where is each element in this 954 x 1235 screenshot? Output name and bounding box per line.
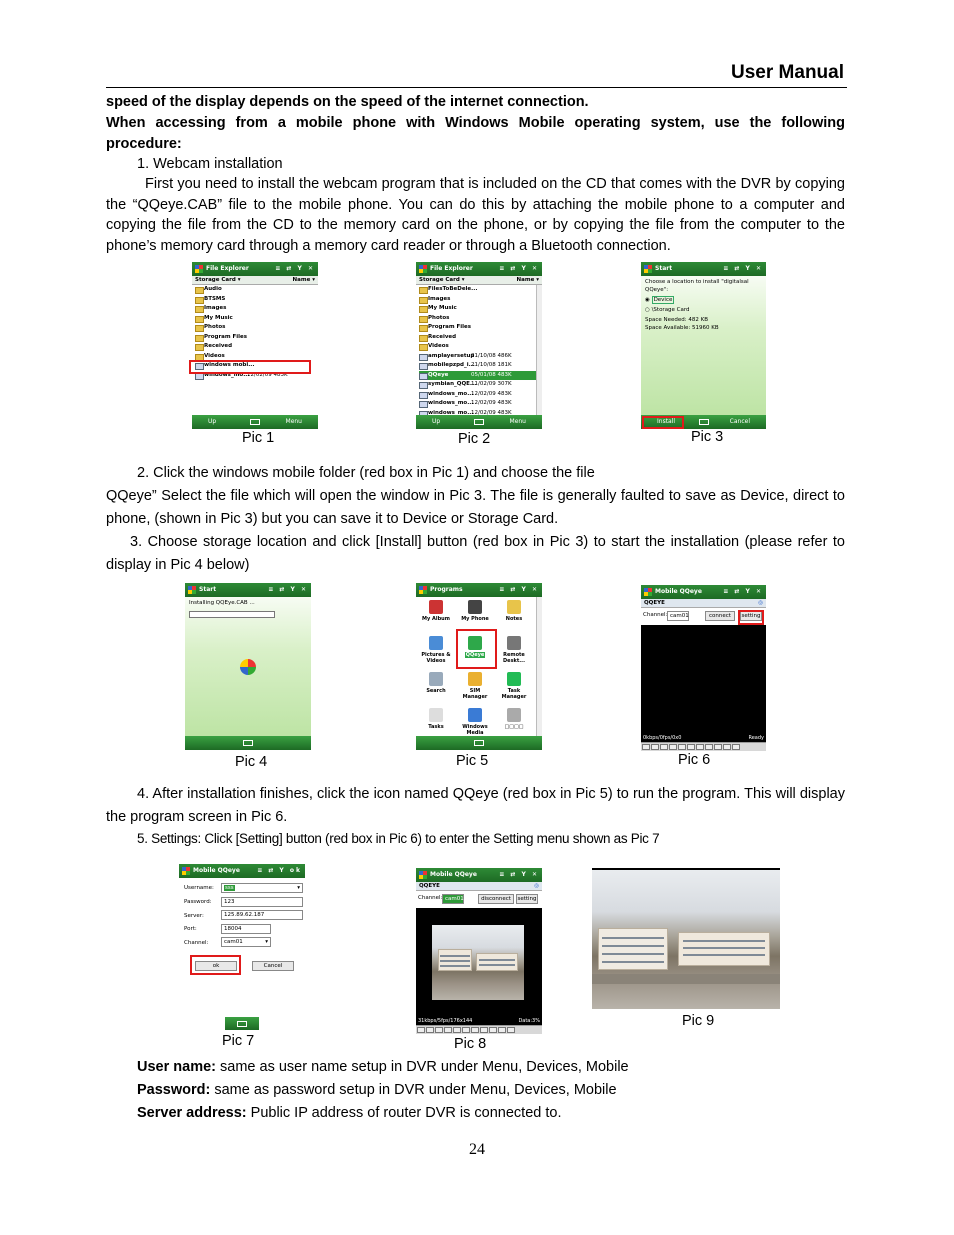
list-item[interactable] <box>419 361 542 371</box>
definition-username-term: User name: <box>137 1059 216 1075</box>
file-name: symbian_QQE... <box>428 381 477 387</box>
step1-title: 1. Webcam installation <box>137 156 283 172</box>
step4-text: 4. After installation finishes, click the icon named QQeye (red box in Pic 5) to run the program. This will display the program screen in Pic 6. <box>106 786 845 825</box>
program-icon <box>507 708 521 722</box>
keyboard-icon <box>474 419 484 425</box>
program-tile[interactable] <box>457 708 493 736</box>
scrollbar <box>536 597 542 736</box>
pic3-space-needed: Space Needed: 482 KB <box>645 317 708 323</box>
step1-text: First you need to install the webcam program that is included on the CD that comes with the DVR by copying the “QQeye.CAB” file to the mobile phone. You can do this by attaching the mobile phone to a computer and copying the file from the CD to the memory card on the phone, or by copying the file from the computer to the phone’s memory card through a memory card reader or through a Bluetooth connection. <box>106 176 845 254</box>
definition-password-text: same as password setup in DVR under Menu, Devices, Mobile <box>210 1082 617 1098</box>
pic7-server-label: Server: <box>184 913 204 919</box>
status-icons: ≡ ⇄ Y ok <box>257 867 302 874</box>
pic2-location: Storage Card <box>419 277 460 283</box>
pic1-caption: Pic 1 <box>242 430 275 446</box>
pic6-setting-button[interactable]: setting <box>741 613 761 619</box>
pic4-caption: Pic 4 <box>235 754 268 770</box>
list-item[interactable] <box>419 399 542 409</box>
pic8-setting-button[interactable]: setting <box>517 896 537 902</box>
scrollbar <box>536 285 542 415</box>
pic2-file-list <box>416 285 542 418</box>
status-icons: ≡ ⇄ Y ✕ <box>499 265 539 272</box>
program-label: Search <box>426 688 446 694</box>
step5-text: 5. Settings: Click [Setting] button (red box in Pic 6) to enter the Setting menu shown as Pic 7 <box>137 831 660 846</box>
pic8-status-right: Data:3% <box>518 1018 540 1024</box>
pic2-title: File Explorer <box>430 265 473 272</box>
pic4-title: Start <box>199 586 217 593</box>
list-item[interactable] <box>195 323 318 333</box>
program-icon <box>468 708 482 722</box>
program-icon <box>429 636 443 650</box>
program-icon <box>429 708 443 722</box>
program-icon <box>507 600 521 614</box>
definition-server-term: Server address: <box>137 1105 247 1121</box>
file-name: windows mobi... <box>204 362 255 368</box>
pic7-caption: Pic 7 <box>222 1033 255 1049</box>
list-item[interactable] <box>195 333 318 343</box>
windows-flag-icon <box>644 588 652 596</box>
program-label: Tasks <box>428 724 444 730</box>
pic8-caption: Pic 8 <box>454 1036 487 1052</box>
pic7-title: Mobile QQeye <box>193 867 240 874</box>
pic9-caption: Pic 9 <box>682 1013 715 1029</box>
pic6-subtitle: QQEYE <box>644 600 665 606</box>
program-label: Windows Media <box>462 724 488 736</box>
pic8-screenshot <box>416 868 542 1034</box>
keyboard-icon <box>699 419 709 425</box>
status-icons: ≡ ⇄ Y ✕ <box>275 265 315 272</box>
list-item[interactable] <box>195 304 318 314</box>
pic3-red-box <box>642 416 684 429</box>
pic3-cancel-button[interactable]: Cancel <box>729 418 750 425</box>
program-label: SIM Manager <box>462 688 488 700</box>
status-icons: ≡ ⇄ Y ✕ <box>268 586 308 593</box>
program-tile[interactable] <box>418 636 454 664</box>
windows-flag-icon <box>419 586 427 594</box>
pic7-port-field[interactable]: 18004 <box>221 924 271 934</box>
program-label: Notes <box>505 616 523 622</box>
pic6-title: Mobile QQeye <box>655 588 702 595</box>
program-tile[interactable] <box>496 600 532 622</box>
pic6-toolbar[interactable] <box>641 742 766 751</box>
pic3-prompt: Choose a location to install "digitalsal QQeye": <box>645 279 749 293</box>
pic1-soft-right: Menu <box>285 418 302 425</box>
pic5-title: Programs <box>430 586 463 593</box>
program-tile[interactable] <box>418 708 454 730</box>
pic7-port-label: Port: <box>184 926 197 932</box>
pic7-username-field[interactable]: sss ▾ <box>221 883 303 893</box>
pic8-channel-label: Channel: <box>418 895 443 901</box>
file-name: Program Files <box>204 333 248 340</box>
program-icon <box>429 672 443 686</box>
program-label: □□□□ <box>504 724 524 730</box>
status-icons: ≡ ⇄ Y ✕ <box>723 265 763 272</box>
list-item[interactable]: Photos <box>419 314 542 324</box>
status-icons: ≡ ⇄ Y ✕ <box>723 588 763 595</box>
pic3-caption: Pic 3 <box>691 429 724 445</box>
pic4-screenshot <box>185 583 311 750</box>
pic1-red-box <box>189 360 311 374</box>
pic7-red-box <box>190 955 241 975</box>
pic4-progress-bar <box>189 611 275 618</box>
program-label: Pictures & Videos <box>421 652 451 664</box>
pic3-option-storage[interactable]: ○ \Storage Card <box>645 306 690 313</box>
program-tile[interactable] <box>496 708 532 730</box>
status-icons: ≡ ⇄ Y ✕ <box>499 586 539 593</box>
step2-line-a: 2. Click the windows mobile folder (red box in Pic 1) and choose the file <box>137 465 595 481</box>
pic1-sort: Name <box>292 277 311 283</box>
keyboard-icon <box>243 740 253 746</box>
definition-password-term: Password: <box>137 1082 211 1098</box>
file-meta: 11/02/09 307K <box>471 381 512 387</box>
list-item[interactable]: FilesToBeDele... <box>419 285 542 295</box>
list-item[interactable] <box>195 295 318 305</box>
pic7-password-label: Password: <box>184 899 212 905</box>
file-name: mobilepzpd_i... <box>428 362 475 368</box>
keyboard-icon <box>237 1021 247 1027</box>
program-label: QQeye <box>465 652 485 658</box>
keyboard-icon <box>474 740 484 746</box>
pic6-caption: Pic 6 <box>678 752 711 768</box>
program-icon <box>468 600 482 614</box>
windows-flag-icon <box>182 867 190 875</box>
pic5-red-box <box>456 629 497 669</box>
program-label: My Album <box>422 616 450 622</box>
pic3-space-available: Space Available: 51960 KB <box>645 324 719 331</box>
help-icon[interactable]: ◎ <box>534 883 539 889</box>
pic7-channel-value: cam01 <box>224 939 243 945</box>
list-item[interactable] <box>419 352 542 362</box>
pic2-screenshot: File Explorer ≡ ⇄ Y ✕ Storage Card ▾ Name ▾ FilesToBeDele... Images My Music Photos Program Files Received Videos amplayersetup 21/10/08 486K mobilepzpd_i... 21/10/08 181K QQeye 05/01/08 483K symbian_QQE... 11/02/09 307K windows_mo... 12/02/09 483K windows_mo... 12/02/09 483K windows_mo... 12/02/09 483K Up Menu <box>416 262 542 429</box>
file-name: Received <box>204 343 233 349</box>
step3-text: 3. Choose storage location and click [Install] button (red box in Pic 3) to start the installation (please refer to display in Pic 4 below) <box>106 534 845 573</box>
pic7-server-field[interactable]: 125.89.62.187 <box>221 910 303 920</box>
list-item[interactable]: Images <box>419 295 542 305</box>
file-name: Audio <box>204 286 222 292</box>
file-meta: 12/02/09 483K <box>471 409 512 416</box>
pic8-status-left: 31kbps/5fps/176x144 <box>418 1018 473 1024</box>
pic8-disconnect-button[interactable]: disconnect <box>478 894 514 904</box>
definition-password <box>137 1080 617 1100</box>
file-meta: 12/02/09 483K <box>247 371 288 378</box>
file-name: windows_mo... <box>428 390 474 397</box>
list-item[interactable] <box>419 380 542 390</box>
file-name: amplayersetup <box>428 352 475 359</box>
pic7-channel-select[interactable]: cam01 ▾ <box>221 937 271 947</box>
pic8-title: Mobile QQeye <box>430 871 477 878</box>
pic9-camera-photo <box>592 868 780 1009</box>
program-icon <box>507 636 521 650</box>
intro-line1: speed of the display depends on the speed of the internet connection. <box>106 94 589 110</box>
help-icon[interactable]: ◎ <box>758 600 763 606</box>
pic1-location: Storage Card <box>195 277 236 283</box>
file-name: QQeye <box>428 371 449 378</box>
pic6-status-left: 0kbps/0fps/0x0 <box>643 735 682 741</box>
windows-flag-icon <box>188 586 196 594</box>
list-item[interactable] <box>195 314 318 324</box>
file-meta: 12/02/09 483K <box>471 400 512 406</box>
list-item[interactable]: Videos <box>419 342 542 352</box>
windows-flag-icon <box>195 265 203 273</box>
program-icon <box>429 600 443 614</box>
pic7-username-value: sss <box>225 885 234 891</box>
pic1-soft-left: Up <box>208 418 217 425</box>
pic2-soft-left: Up <box>432 418 441 425</box>
file-meta: 05/01/08 483K <box>471 371 512 378</box>
file-name: BTSMS <box>204 295 226 302</box>
program-icon <box>468 672 482 686</box>
pic6-connect-button[interactable]: connect <box>705 611 735 621</box>
windows-flag-icon <box>419 871 427 879</box>
file-name: windows_mo... <box>204 371 250 378</box>
list-item[interactable]: Program Files <box>419 323 542 333</box>
step2-line-b: QQeye” Select the file which will open the window in Pic 3. The file is generally faulted to save as Device, direct to phone, (shown in Pic 3) but you can save it to Device or Storage Card. <box>106 488 845 527</box>
file-name: Photos <box>204 324 226 330</box>
program-tile[interactable] <box>418 672 454 694</box>
list-item[interactable] <box>195 342 318 352</box>
pic3-option-device[interactable]: ◉ Device <box>645 297 673 303</box>
pic3-opt2-label: \Storage Card <box>651 306 690 313</box>
program-tile[interactable] <box>496 636 532 664</box>
definition-username-text: same as user name setup in DVR under Menu, Devices, Mobile <box>215 1059 629 1075</box>
pic7-cancel-button[interactable]: Cancel <box>252 961 294 971</box>
list-item[interactable] <box>195 285 318 295</box>
program-icon <box>507 672 521 686</box>
pic7-ok-button[interactable]: ok <box>195 961 237 971</box>
file-name: Images <box>204 305 227 311</box>
pic3-install-button[interactable]: Install <box>657 418 676 425</box>
file-name: My Music <box>204 314 233 321</box>
windows-logo-icon <box>240 659 256 675</box>
pic2-soft-right: Menu <box>509 418 526 425</box>
definition-server-text: Public IP address of router DVR is connected to. <box>246 1105 562 1121</box>
list-item[interactable]: My Music <box>419 304 542 314</box>
pic1-screenshot: File Explorer ≡ ⇄ Y ✕ Storage Card ▾ Name ▾ Audio BTSMS Images My Music Photos Program Files Received Videos windows mobi... windows_mo... 12/02/09 483K Up Menu <box>192 262 318 429</box>
list-item[interactable]: Received <box>419 333 542 343</box>
program-tile[interactable] <box>496 672 532 700</box>
windows-flag-icon <box>419 265 427 273</box>
pic5-caption: Pic 5 <box>456 753 489 769</box>
pic3-opt1-label: Device <box>653 297 673 303</box>
pic8-camera-view <box>432 925 524 1000</box>
header-rule <box>106 87 847 88</box>
pic6-channel-select[interactable]: cam01 <box>667 611 689 621</box>
list-item[interactable] <box>419 371 542 381</box>
program-tile[interactable] <box>418 600 454 622</box>
pic3-title: Start <box>655 265 673 272</box>
program-label: Remote Deskt... <box>503 652 525 664</box>
pic4-status: Installing QQEye.CAB ... <box>189 600 255 606</box>
pic7-channel-label: Channel: <box>184 940 209 946</box>
intro-line2: When accessing from a mobile phone with Windows Mobile operating system, use the following procedure: <box>106 115 845 152</box>
pic8-subtitle: QQEYE <box>419 883 440 889</box>
file-meta: 21/10/08 181K <box>471 362 512 368</box>
pic7-softbar <box>225 1017 259 1030</box>
program-label: My Phone <box>461 616 489 622</box>
pic6-red-box <box>738 610 764 625</box>
page-number: 24 <box>469 1141 485 1158</box>
pic1-title: File Explorer <box>206 265 249 272</box>
pic2-caption: Pic 2 <box>458 431 491 447</box>
definition-server <box>137 1103 562 1123</box>
header-title: User Manual <box>731 62 844 83</box>
file-meta: 12/02/09 483K <box>471 390 512 397</box>
definition-username <box>137 1057 629 1077</box>
keyboard-icon <box>250 419 260 425</box>
list-item[interactable] <box>419 390 542 400</box>
program-tile[interactable] <box>457 672 493 700</box>
pic8-toolbar[interactable] <box>416 1025 542 1034</box>
program-label: Task Manager <box>501 688 527 700</box>
pic7-title-ok[interactable]: ok <box>289 867 302 874</box>
pic3-screenshot <box>641 262 766 429</box>
pic7-screenshot <box>179 864 305 1030</box>
program-tile[interactable] <box>457 600 493 622</box>
pic6-status-right: Ready <box>748 735 764 741</box>
file-name: Videos <box>204 352 225 359</box>
pic8-channel-select[interactable]: cam01 <box>442 894 464 904</box>
file-name: windows_mo... <box>428 400 474 406</box>
windows-flag-icon <box>644 265 652 273</box>
pic2-sort: Name <box>516 277 535 283</box>
pic6-channel-label: Channel: <box>643 612 668 618</box>
file-meta: 21/10/08 486K <box>471 352 512 359</box>
pic7-password-field[interactable]: 123 <box>221 897 303 907</box>
pic7-username-label: Username: <box>184 885 214 891</box>
file-name: windows_mo... <box>428 409 474 416</box>
status-icons: ≡ ⇄ Y ✕ <box>499 871 539 878</box>
